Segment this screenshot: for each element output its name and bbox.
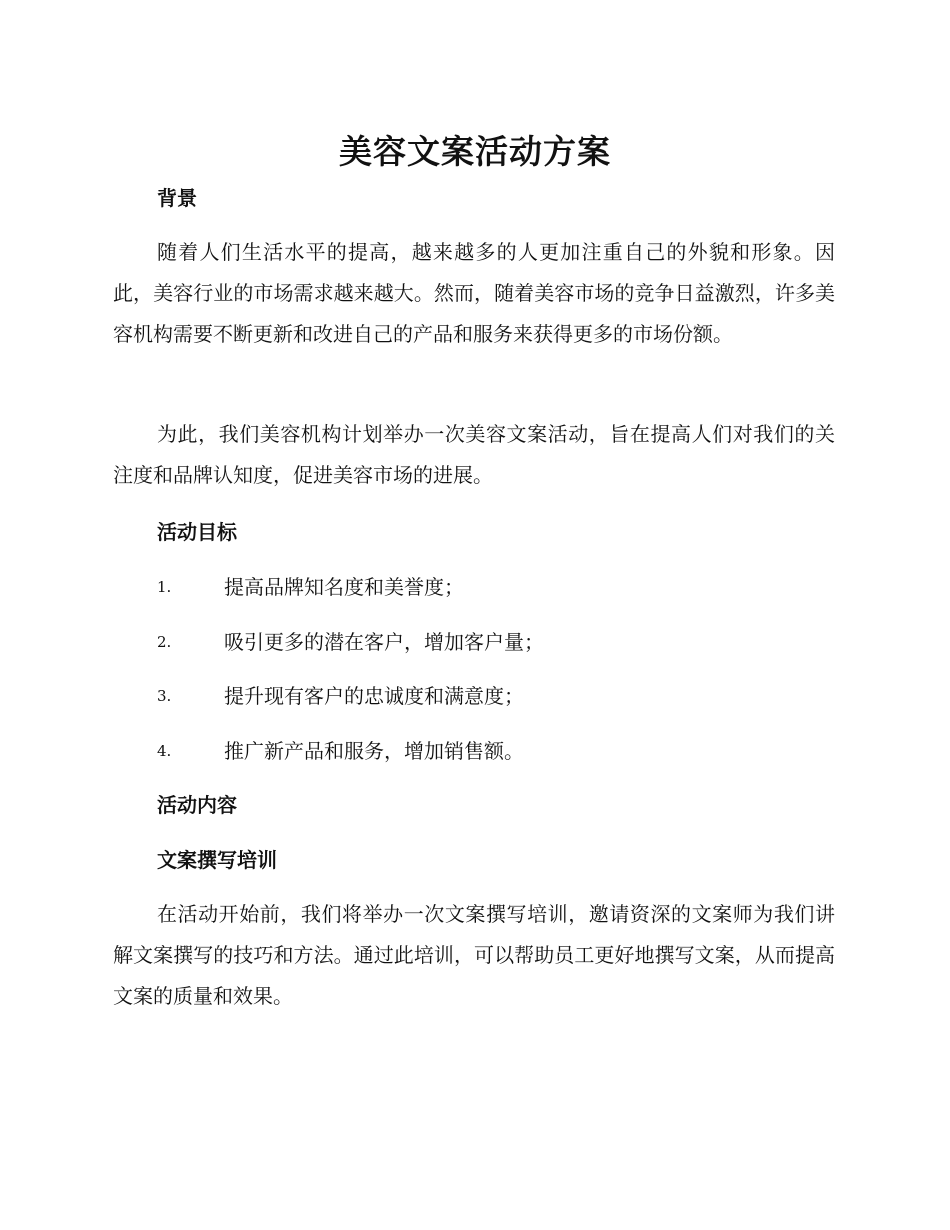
list-number: 2. xyxy=(157,633,172,651)
training-paragraph: 在活动开始前，我们将举办一次文案撰写培训，邀请资深的文案师为我们讲解文案撰写的技巧和方法。通过此培训，可以帮助员工更好地撰写文案，从而提高文案的质量和效果。 xyxy=(113,902,835,1008)
list-text: 推广新产品和服务，增加销售额。 xyxy=(224,739,524,763)
background-paragraph-1: 随着人们生活水平的提高，越来越多的人更加注重自己的外貌和形象。因此，美容行业的市场需求越来越大。然而，随着美容市场的竞争日益激烈，许多美容机构需要不断更新和改进自己的产品和服务来获得更多的市场份额。 xyxy=(113,240,835,346)
list-text: 提升现有客户的忠诚度和满意度； xyxy=(224,684,524,708)
goal-list-item xyxy=(157,736,837,766)
goal-list-item xyxy=(157,681,837,711)
subsection-heading-copywriting-training: 文案撰写培训 xyxy=(157,848,277,872)
section-heading-goals: 活动目标 xyxy=(157,520,237,544)
list-number: 1. xyxy=(157,578,172,596)
background-paragraph-2: 为此，我们美容机构计划举办一次美容文案活动，旨在提高人们对我们的关注度和品牌认知度，促进美容市场的进展。 xyxy=(113,422,835,487)
list-number: 4. xyxy=(157,742,172,760)
goal-list-item xyxy=(157,572,837,602)
list-number: 3. xyxy=(157,687,172,705)
section-heading-background: 背景 xyxy=(157,186,197,210)
goal-list-item xyxy=(157,627,837,657)
list-text: 吸引更多的潜在客户，增加客户量； xyxy=(224,630,544,654)
document-title: 美容文案活动方案 xyxy=(339,132,611,171)
list-text: 提高品牌知名度和美誉度； xyxy=(224,575,464,599)
section-heading-content: 活动内容 xyxy=(157,793,237,817)
